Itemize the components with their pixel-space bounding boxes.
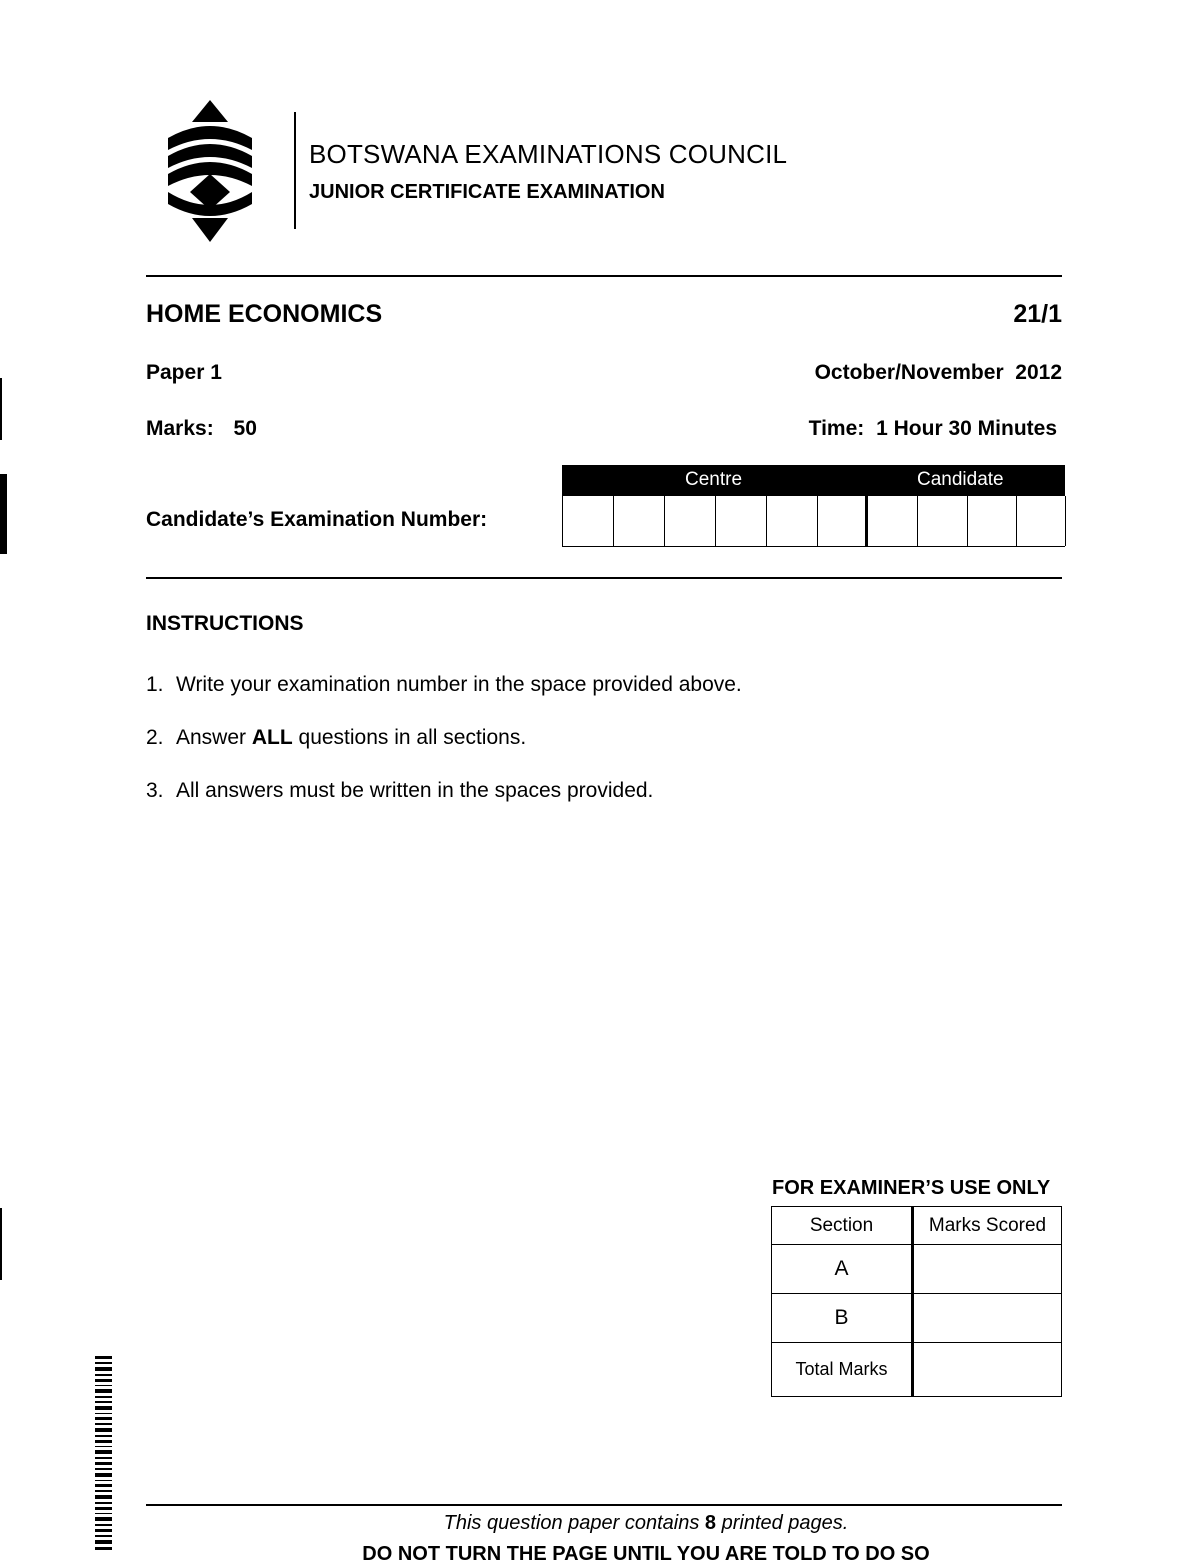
instructions-title: INSTRUCTIONS — [146, 612, 304, 635]
candidate-digit-2[interactable] — [918, 496, 968, 546]
marks-value: 50 — [233, 417, 257, 440]
top-rule — [146, 275, 1062, 277]
footer-page-count — [146, 1512, 1146, 1535]
total-marks-value[interactable] — [913, 1343, 1062, 1397]
candidate-label: Candidate — [917, 469, 1004, 490]
centre-digit-3[interactable] — [665, 496, 716, 546]
instruction-emphasis: ALL — [251, 726, 293, 749]
marks-header: Marks Scored — [913, 1207, 1062, 1245]
examiner-title: FOR EXAMINER’S USE ONLY — [772, 1177, 1051, 1199]
exam-name: JUNIOR CERTIFICATE EXAMINATION — [309, 181, 665, 203]
instruction-number: 2. — [146, 726, 164, 749]
bec-logo-icon — [162, 100, 258, 242]
council-name: BOTSWANA EXAMINATIONS COUNCIL — [309, 139, 788, 169]
subject-title: HOME ECONOMICS — [146, 300, 383, 328]
instruction-number: 3. — [146, 779, 164, 802]
scan-margin-mark — [0, 1208, 2, 1280]
exam-number-cells — [562, 496, 1065, 547]
time-line — [809, 417, 1057, 441]
exam-number-grid — [562, 465, 1065, 547]
candidate-digit-3[interactable] — [968, 496, 1017, 546]
instruction-item — [146, 673, 742, 697]
middle-rule — [146, 577, 1062, 579]
instruction-text: All answers must be written in the spaces provided. — [176, 779, 654, 802]
exam-number-grid-header — [562, 465, 1065, 496]
exam-number-label: Candidate’s Examination Number: — [146, 508, 488, 531]
candidate-digit-4[interactable] — [1017, 496, 1066, 546]
centre-digit-6[interactable] — [818, 496, 868, 546]
centre-digit-4[interactable] — [716, 496, 767, 546]
table-row — [772, 1207, 1062, 1245]
centre-digit-5[interactable] — [767, 496, 818, 546]
paper-label: Paper 1 — [146, 361, 222, 384]
section-header: Section — [772, 1207, 913, 1245]
marks-b[interactable] — [913, 1294, 1062, 1343]
time-label: Time: — [808, 417, 865, 440]
marks-label: Marks: — [146, 417, 214, 440]
footer-note-before: This question paper contains — [443, 1512, 705, 1534]
candidate-digit-1[interactable] — [868, 496, 918, 546]
table-row — [772, 1343, 1062, 1397]
instruction-number: 1. — [146, 673, 164, 696]
centre-digit-2[interactable] — [614, 496, 665, 546]
instruction-text: Write your examination number in the space provided above. — [176, 673, 742, 696]
section-a: A — [772, 1245, 913, 1294]
barcode-icon — [95, 1356, 112, 1553]
examiner-table — [771, 1206, 1062, 1397]
marks-line — [146, 417, 257, 441]
paper-code: 21/1 — [1013, 300, 1062, 328]
instruction-text: questions in all sections. — [292, 726, 527, 749]
instruction-text: Answer — [176, 726, 252, 749]
footer-warning: DO NOT TURN THE PAGE UNTIL YOU ARE TOLD TO DO SO — [362, 1543, 930, 1565]
table-row — [772, 1245, 1062, 1294]
footer-page-number: 8 — [704, 1512, 717, 1534]
centre-label: Centre — [685, 469, 743, 490]
instruction-item — [146, 726, 526, 750]
marks-a[interactable] — [913, 1245, 1062, 1294]
scan-margin-mark — [0, 378, 2, 440]
total-marks-label: Total Marks — [772, 1343, 913, 1397]
bottom-rule — [146, 1504, 1062, 1506]
table-row — [772, 1294, 1062, 1343]
time-value: 1 Hour 30 Minutes — [876, 417, 1057, 440]
centre-digit-1[interactable] — [563, 496, 614, 546]
header-divider — [294, 112, 296, 229]
instruction-item — [146, 779, 653, 803]
scan-margin-mark — [0, 474, 7, 554]
footer-note-after: printed pages. — [716, 1512, 849, 1534]
exam-session: October/November 2012 — [814, 361, 1062, 384]
section-b: B — [772, 1294, 913, 1343]
